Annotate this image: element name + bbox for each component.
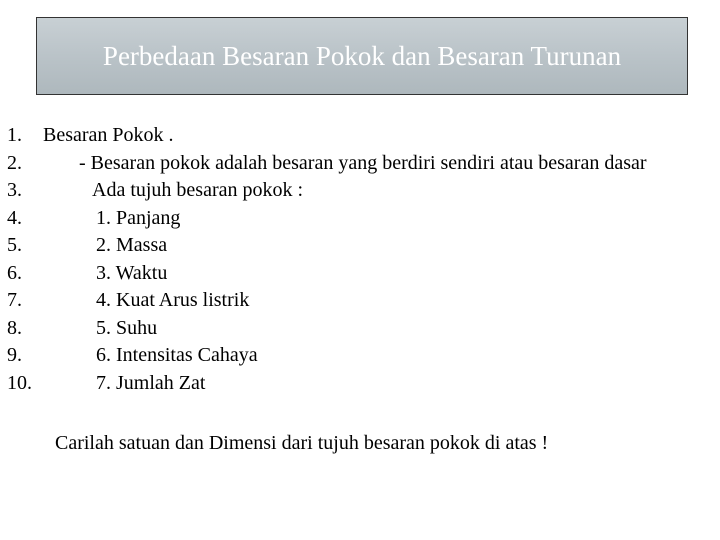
list-item (0, 370, 720, 398)
line-text: - Besaran pokok adalah besaran yang berdiri sendiri atau besaran dasar (79, 151, 647, 174)
list-item (0, 177, 720, 205)
list-item (0, 150, 720, 178)
list-item (0, 260, 720, 288)
line-text: 6. Intensitas Cahaya (96, 344, 258, 366)
line-text: Besaran Pokok . (43, 124, 174, 146)
line-text: 4. Kuat Arus listrik (96, 289, 250, 311)
list-item (0, 315, 720, 343)
list-item (0, 287, 720, 315)
task-instruction: Carilah satuan dan Dimensi dari tujuh besaran pokok di atas ! (55, 432, 549, 454)
title-box (36, 17, 688, 95)
line-number: 3. (7, 179, 22, 201)
line-text: 1. Panjang (96, 206, 181, 229)
line-number: 7. (7, 289, 22, 311)
line-number: 4. (7, 206, 22, 229)
line-text: 2. Massa (96, 234, 168, 256)
numbered-list (0, 122, 720, 397)
list-item (0, 205, 720, 233)
list-item (0, 342, 720, 370)
line-number: 9. (7, 344, 22, 366)
line-number: 5. (7, 234, 22, 256)
line-number: 6. (7, 261, 22, 284)
line-number: 10. (7, 371, 32, 394)
line-number: 8. (7, 316, 22, 339)
line-text: 3. Waktu (96, 261, 168, 284)
slide-title: Perbedaan Besaran Pokok dan Besaran Turunan (102, 40, 622, 71)
line-number: 2. (7, 151, 22, 174)
line-text: 5. Suhu (96, 316, 158, 339)
list-item (0, 122, 720, 150)
line-number: 1. (7, 124, 22, 146)
line-text: 7. Jumlah Zat (96, 371, 206, 394)
list-item (0, 232, 720, 260)
line-text: Ada tujuh besaran pokok : (92, 179, 304, 201)
